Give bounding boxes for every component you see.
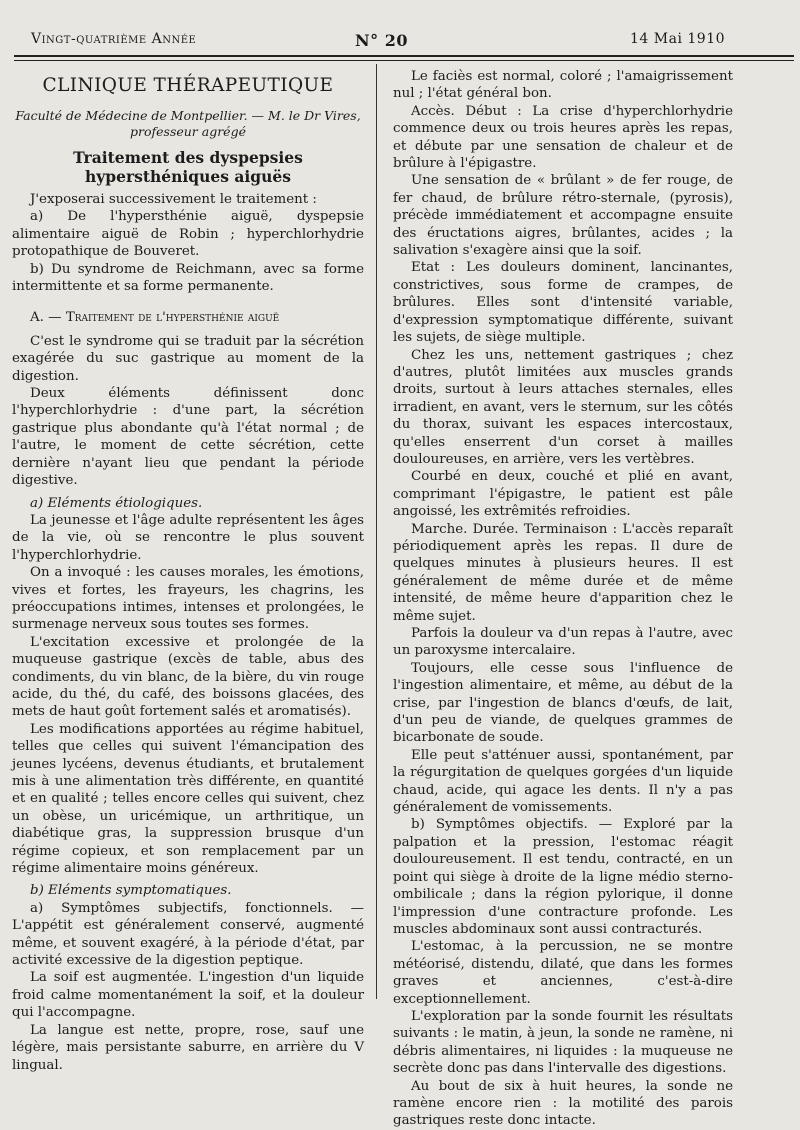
outline-item-a: a) De l'hypersthénie aiguë, dyspepsie alimentaire aiguë de Robin ; hyperchlorhydrie protopathique de Bouveret. bbox=[12, 209, 364, 260]
paragraph: Marche. Durée. Terminaison : L'accès reparaît périodiquement après les repas. Il dure de quelques minutes à plusieurs heures. Il est généralement de même durée et de même intensité, de même heure d'apparition chez le même sujet. bbox=[393, 521, 733, 624]
paragraph: Le faciès est normal, coloré ; l'amaigrissement nul ; l'état général bon. bbox=[393, 69, 733, 102]
paragraph: Toujours, elle cesse sous l'influence de l'ingestion alimentaire, et même, au début de la crise, par l'ingestion de blancs d'œufs, de lait, d'un peu de viande, de quelques grammes de bicarbonate de soude. bbox=[393, 660, 733, 746]
paragraph: Une sensation de « brûlant » de fer rouge, de fer chaud, de brûlure rétro-sternale, (pyrosis), précède immédiatement et accompagne ensuite des éructations aigres, brûlantes, acides ; la salivation s'exagère ainsi que la soif. bbox=[393, 173, 733, 259]
paragraph: C'est le syndrome qui se traduit par la sécrétion exagérée du suc gastrique au moment de la digestion. bbox=[12, 333, 364, 384]
intro-line: J'exposerai successivement le traitement : bbox=[30, 192, 317, 207]
paragraph: Parfois la douleur va d'un repas à l'autre, avec un paroxysme intercalaire. bbox=[393, 626, 733, 659]
paragraph: Les modifications apportées au régime habituel, telles que celles qui suivent l'émancipation des jeunes lycéens, devenus étudiants, et brutalement mis à une alimentation très différente, en quantité et en qualité ; telles encore celles qui suivent, chez un obèse, un uricémique, un arthritique, un diabétique gras, la suppression brusque d'un régime copieux, et son remplacement par un régime alimentaire moins généreux. bbox=[12, 721, 364, 877]
paragraph: Etat : Les douleurs dominent, lancinantes, constrictives, sous forme de crampes, de brûlures. Elles sont d'intensité variable, d'expression symptomatique différente, suivant les sujets, de siège multiple. bbox=[393, 260, 733, 346]
paragraph: La jeunesse et l'âge adulte représentent les âges de la vie, où se rencontre le plus souvent l'hyperchlorhydrie. bbox=[12, 512, 364, 563]
subheading-symptoms: b) Eléments symptomatiques. bbox=[30, 883, 232, 899]
section-heading: A. — Traitement de l'hypersthénie aiguë bbox=[30, 310, 280, 326]
paragraph: Courbé en deux, couché et plié en avant, comprimant l'épigastre, le patient est pâle angoissé, les extrêmités refroidies. bbox=[393, 469, 733, 520]
paragraph: a) Symptômes subjectifs, fonctionnels. — L'appétit est généralement conservé, augmenté même, et souvent exagéré, à la période d'état, par activité excessive de la digestion peptique. bbox=[12, 900, 364, 969]
author-line: Faculté de Médecine de Montpellier. — M. le Dr Vires, professeur agrégé bbox=[15, 108, 361, 139]
running-head-issue-number: N° 20 bbox=[355, 31, 408, 50]
left-column bbox=[12, 68, 364, 1073]
paragraph: La soif est augmentée. L'ingestion d'un liquide froid calme momentanément la soif, et la douleur qui l'accompagne. bbox=[12, 970, 364, 1021]
column-divider bbox=[376, 64, 377, 999]
running-head-volume: Vingt-quatrième Année bbox=[31, 31, 197, 47]
header-rule-thick bbox=[14, 55, 794, 57]
paragraph: Elle peut s'atténuer aussi, spontanément, par la régurgitation de quelques gorgées d'un liquide chaud, acide, qui agace les dents. Il n'y a pas généralement de vomissements. bbox=[393, 747, 733, 816]
rubric-title: CLINIQUE THÉRAPEUTIQUE bbox=[42, 75, 334, 96]
paragraph: b) Symptômes objectifs. — Exploré par la palpation et la pression, l'estomac réagit douloureusement. Il est tendu, contracté, en un point qui siège à droite de la ligne médio sterno-ombilicale ; dans la région pylorique, il donne l'impression d'une contracture profonde. Les muscles abdominaux sont aussi contracturés. bbox=[393, 817, 733, 937]
paragraph: On a invoqué : les causes morales, les émotions, vives et fortes, les frayeurs, les chagrins, les préoccupations intimes, intenses et prolongées, le surmenage nerveux sous toutes ses formes. bbox=[12, 565, 364, 633]
paragraph: Chez les uns, nettement gastriques ; chez d'autres, plutôt limitées aux muscles grands droits, surtout à leurs attaches sternales, elles irradient, en avant, vers le sternum, sur les côtés du thorax, suivant les espaces intercostaux, qu'elles enserrent d'un corset à mailles douloureuses, en arrière, vers les vertèbres. bbox=[393, 347, 733, 467]
paragraph: Accès. Début : La crise d'hyperchlorhydrie commence deux ou trois heures après les repas, et débute par une sensation de chaleur et de brûlure à l'épigastre. bbox=[393, 103, 733, 172]
paragraph: L'estomac, à la percussion, ne se montre météorisé, distendu, dilaté, que dans les formes graves et anciennes, c'est-à-dire exceptionnellement. bbox=[393, 939, 733, 1007]
paragraph: L'exploration par la sonde fournit les résultats suivants : le matin, à jeun, la sonde ne ramène, ni débris alimentaires, ni liquides : la muqueuse ne secrète donc pas dans l'intervalle des digestions. bbox=[393, 1008, 733, 1077]
header-rule-thin bbox=[14, 60, 794, 61]
paragraph: Deux éléments définissent donc l'hyperchlorhydrie : d'une part, la sécrétion gastrique plus abondante qu'à l'état normal ; de l'autre, le moment de cette sécrétion, cette dernière n'ayant lieu que pendant la période digestive. bbox=[12, 386, 364, 489]
paragraph: Au bout de six à huit heures, la sonde ne ramène encore rien : la motilité des parois gastriques reste donc intacte. bbox=[393, 1078, 733, 1129]
outline-item-b: b) Du syndrome de Reichmann, avec sa forme intermittente et sa forme permanente. bbox=[12, 261, 364, 295]
right-column bbox=[393, 68, 733, 1129]
article-title: Traitement des dyspepsies hypersthéniques aiguës bbox=[73, 148, 303, 186]
paragraph: La langue est nette, propre, rose, sauf une légère, mais persistante saburre, en arrière du V lingual. bbox=[12, 1022, 364, 1073]
running-head-date: 14 Mai 1910 bbox=[630, 31, 726, 47]
paragraph: L'excitation excessive et prolongée de la muqueuse gastrique (excès de table, abus des condiments, du vin blanc, de la bière, du vin rouge acide, du thé, du café, des boissons glacées, des mets de haut goût fortement salés et aromatisés). bbox=[12, 634, 364, 720]
subheading-etiology: a) Eléments étiologiques. bbox=[30, 495, 203, 511]
